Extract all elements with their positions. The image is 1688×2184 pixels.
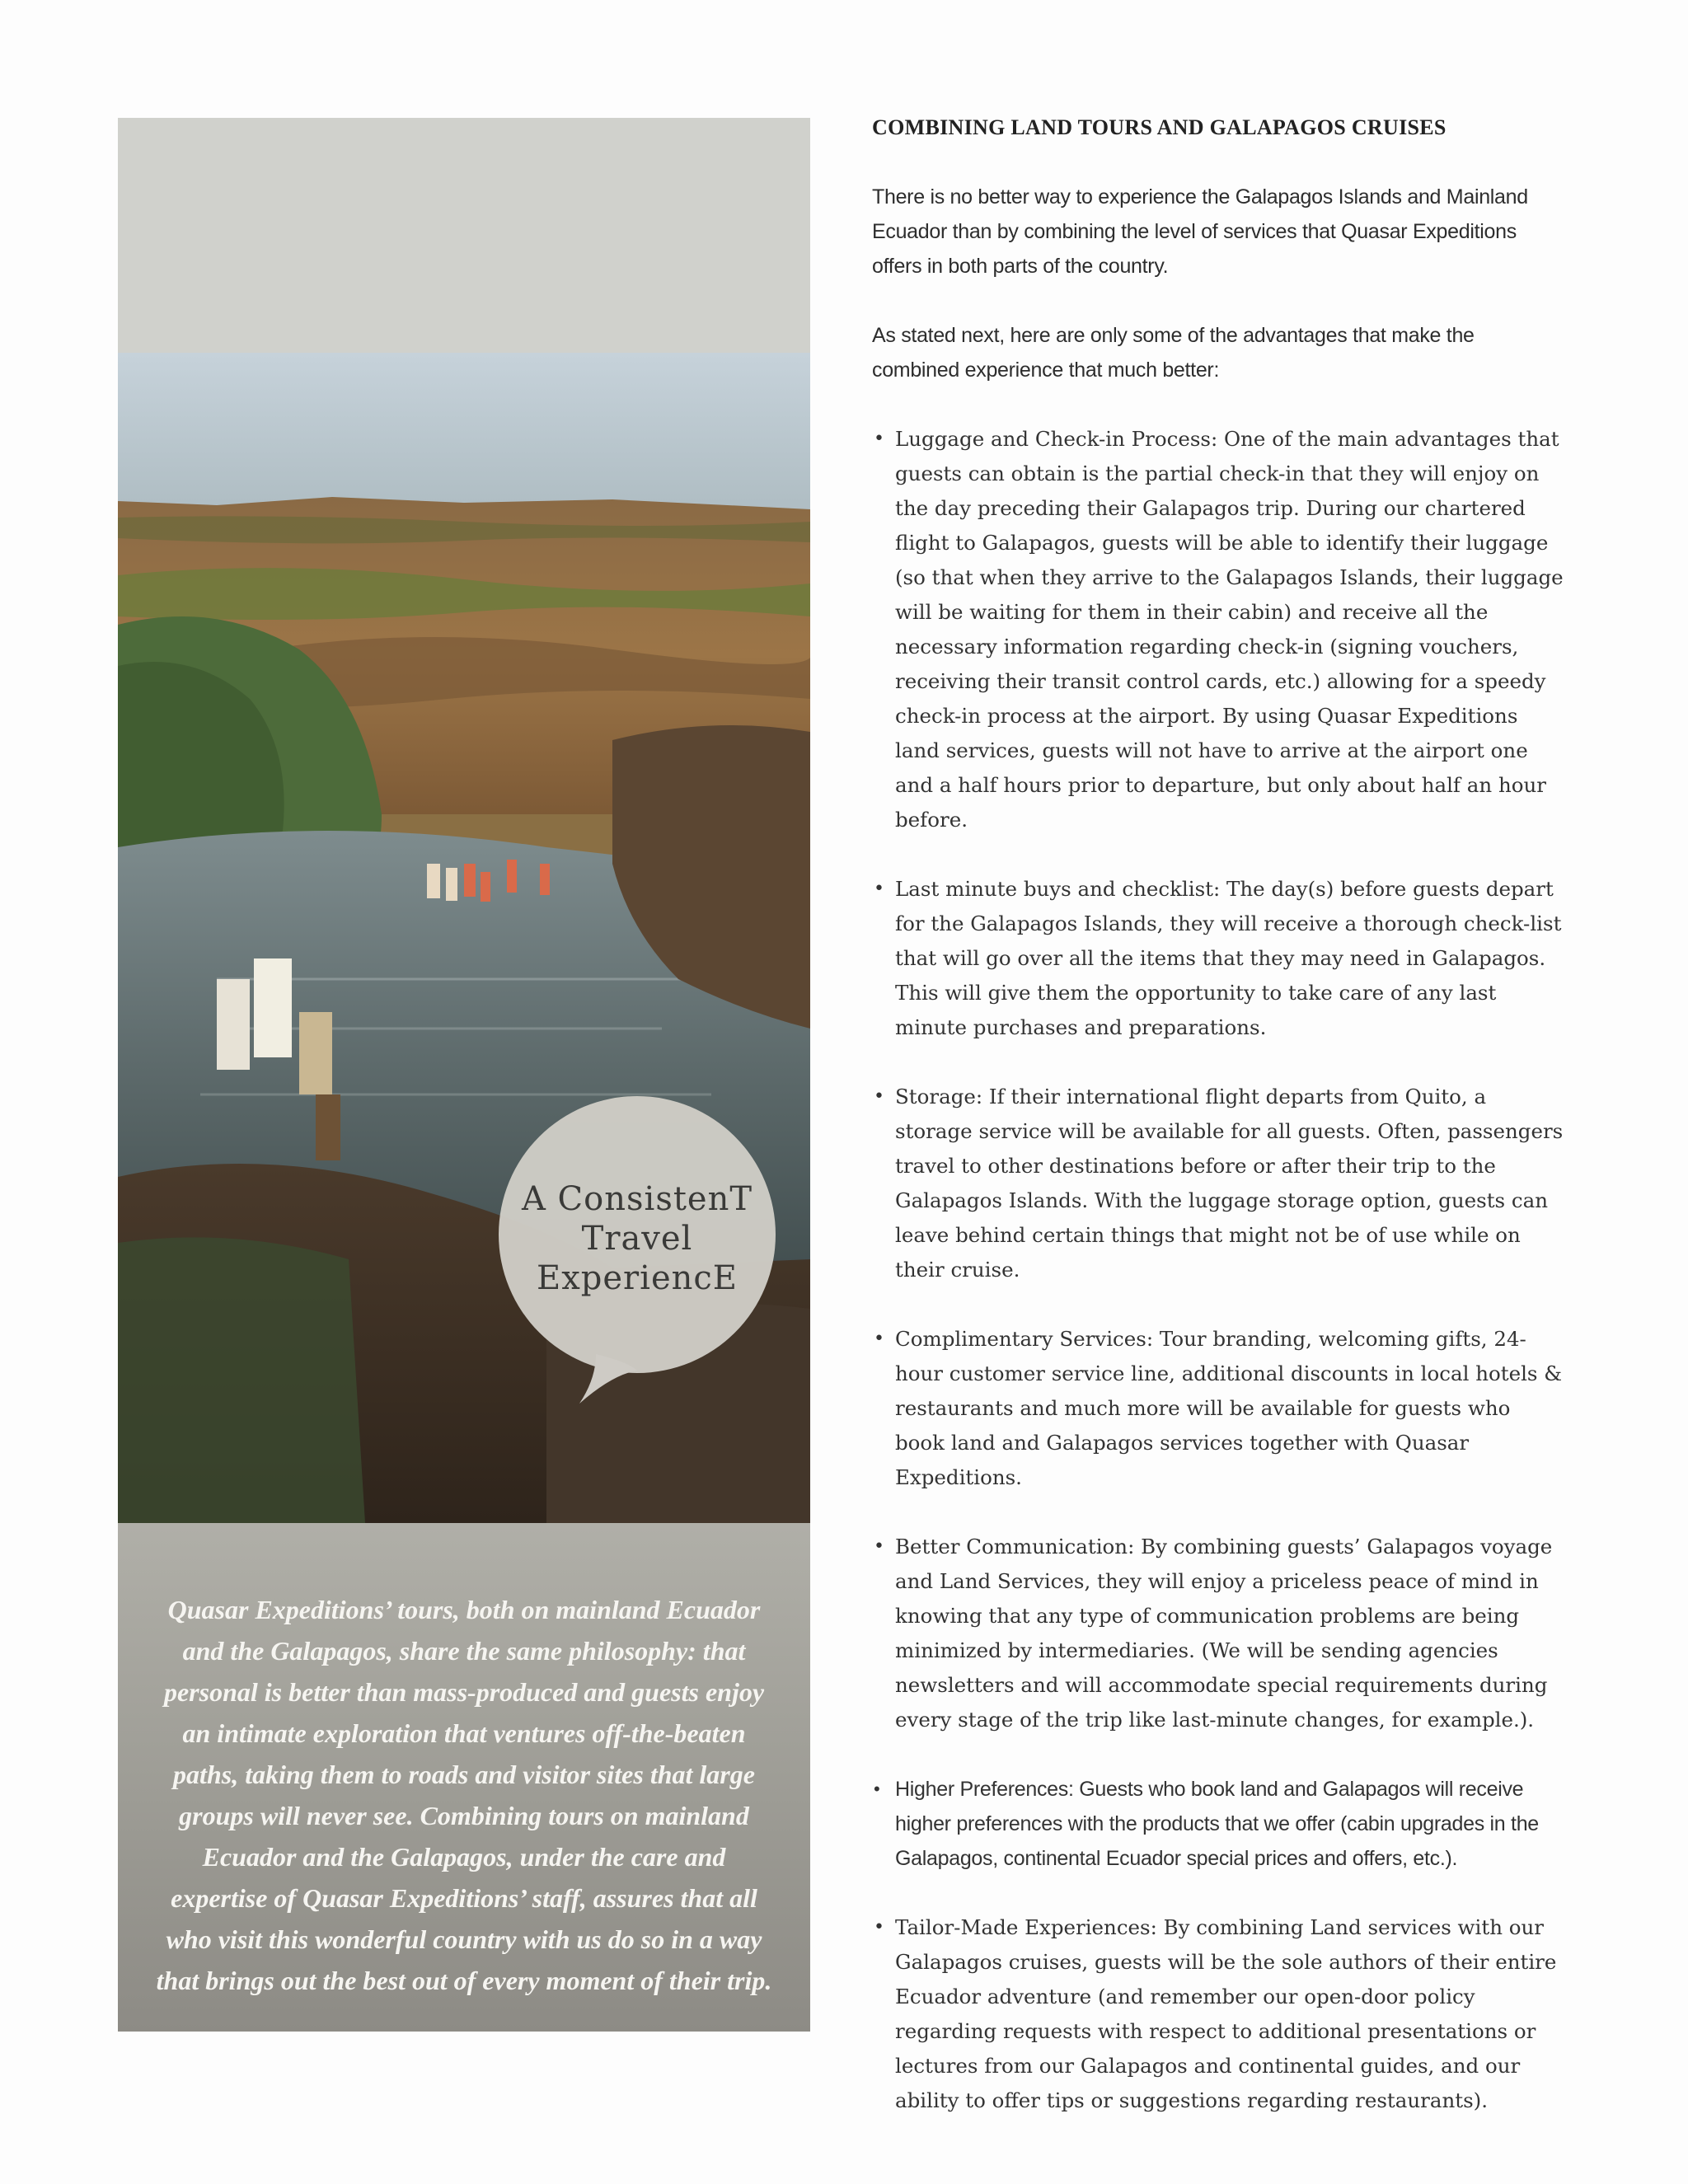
bullet-icon: • — [874, 879, 884, 899]
bullet-icon: • — [874, 1917, 884, 1938]
list-item-tailor-made — [872, 1910, 1564, 2118]
list-item-text: Tailor-Made Experiences: By combining Land services with our Galapagos cruises, guests will be the sole authors of their entire Ecuador adventure (and remember our open-door policy regarding requests with respect to additional presentations or lectures from our Galapagos and continental guides, and our ability to offer tips or suggestions regarding restaurants). — [895, 1915, 1557, 2112]
headline-bubble — [499, 1096, 776, 1373]
list-item-checklist — [872, 872, 1564, 1045]
advantages-list — [872, 422, 1564, 2118]
list-item-communication — [872, 1530, 1564, 1737]
list-item-preferences — [872, 1772, 1564, 1876]
bullet-icon: • — [874, 1536, 884, 1557]
list-item-luggage — [872, 422, 1564, 837]
sidebar-top-color-block — [118, 118, 810, 353]
list-item-text: Last minute buys and checklist: The day(s) before guests depart for the Galapagos Islands, they will receive a thorough check-list that will go over all the items that they may need in Galapagos. This will give them the opportunity to take care of any last minute purchases and preparations. — [895, 877, 1562, 1039]
article-heading: COMBINING LAND TOURS AND GALAPAGOS CRUISES — [872, 115, 1447, 139]
bullet-icon: • — [874, 1086, 884, 1107]
intro-paragraph: There is no better way to experience the Galapagos Islands and Mainland Ecuador than by combining the level of services that Quasar Expeditions offers in both parts of the country. — [872, 185, 1528, 278]
bullet-icon: • — [874, 429, 884, 449]
article-column — [872, 110, 1564, 2153]
bullet-icon: • — [874, 1779, 880, 1799]
philosophy-quote: Quasar Expeditions’ tours, both on mainland Ecuador and the Galapagos, share the same philosophy: that personal is better than mass-produced and guests enjoy an intimate exploration that ventures off-the-beaten paths, taking them to roads and visitor sites that large groups will never see. Combining tours on mainland Ecuador and the Galapagos, under the care and expertise of Quasar Expeditions’ staff, assures that all who visit this wonderful country with us do so in a way that brings out the best out of every moment of their trip. — [156, 1595, 772, 1995]
advantages-intro-paragraph: As stated next, here are only some of the advantages that make the combined experience that much better: — [872, 324, 1475, 382]
bubble-headline: A ConsistenT Travel ExperiencE — [521, 1180, 753, 1297]
quote-block — [118, 1523, 810, 2032]
list-item-storage — [872, 1080, 1564, 1287]
list-item-text: Luggage and Check-in Process: One of the main advantages that guests can obtain is the partial check-in that they will enjoy on the day preceding their Galapagos trip. During our chartered flight to Galapagos, guests will be able to identify their luggage (so that when they arrive to the Galapagos Islands, their luggage will be waiting for them in their cabin) and receive all the necessary information regarding check-in (signing vouchers, receiving their transit control cards, etc.) allowing for a speedy check-in process at the airport. By using Quasar Expeditions land services, guests will not have to arrive at the airport one and a half hours prior to departure, but only about half an hour before. — [895, 427, 1564, 832]
list-item-text: Complimentary Services: Tour branding, welcoming gifts, 24-hour customer service line, additional discounts in local hotels & restaurants and much more will be available for guests who book land and Galapagos services together with Quasar Expeditions. — [895, 1327, 1563, 1489]
list-item-text: Storage: If their international flight departs from Quito, a storage service will be available for all guests. Often, passengers travel to other destinations before or after their trip to the Galapagos Islands. With the luggage storage option, guests can leave behind certain things that might not be of use while on their cruise. — [895, 1085, 1564, 1282]
list-item-text: Better Communication: By combining guests’ Galapagos voyage and Land Services, they will enjoy a priceless peace of mind in knowing that any type of communication problems are being minimized by intermediaries. (We will be sending agencies newsletters and will accommodate special requirements during every stage of the trip like last-minute changes, for example.). — [895, 1535, 1553, 1732]
bullet-icon: • — [874, 1329, 884, 1349]
list-item-complimentary — [872, 1322, 1564, 1495]
bubble-tail-shape — [579, 1354, 637, 1412]
sidebar-panel — [118, 118, 810, 2032]
list-item-text: Higher Preferences: Guests who book land and Galapagos will receive higher preferences with the products that we offer (cabin upgrades in the Galapagos, continental Ecuador special prices and offers, etc.). — [895, 1778, 1539, 1870]
